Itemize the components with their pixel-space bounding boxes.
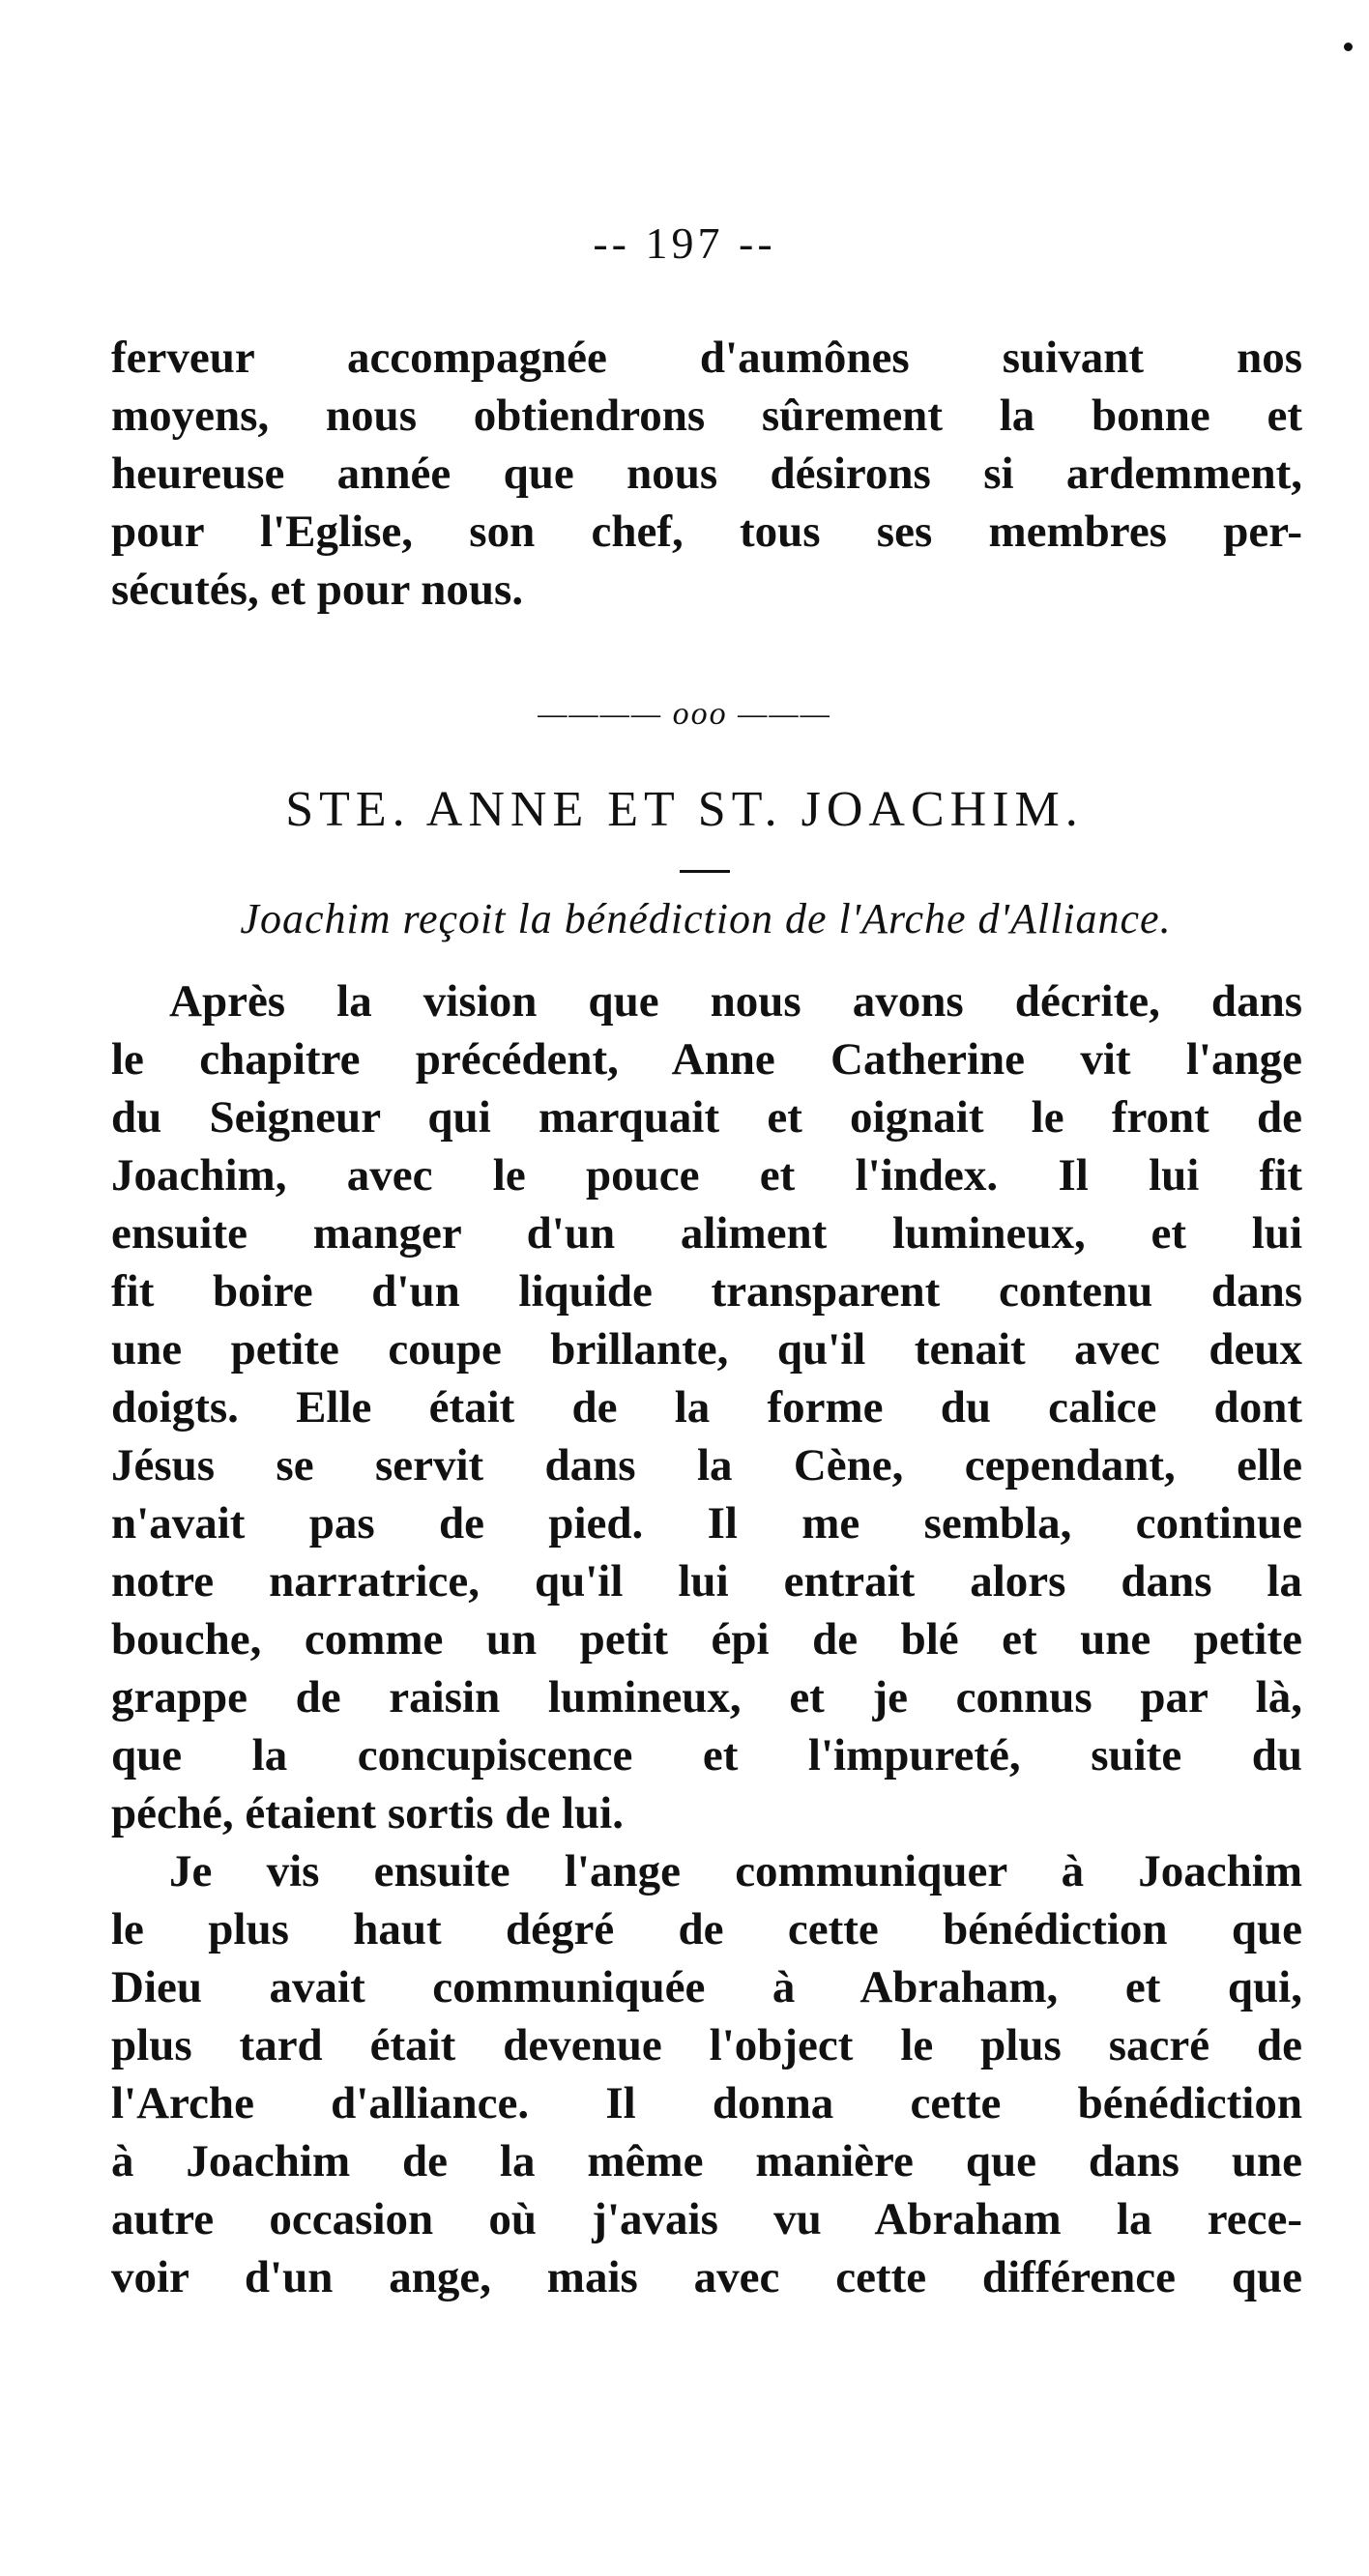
text-line: n'avait pas de pied. Il me sembla, continue — [111, 1498, 1302, 1548]
text-line: voir d'un ange, mais avec cette différence que — [111, 2252, 1302, 2302]
chapter-subtitle: Joachim reçoit la bénédiction de l'Arche d'Alliance. — [240, 895, 1172, 942]
ink-speck — [1344, 43, 1353, 51]
text-line: le chapitre précédent, Anne Catherine vit l'ange — [111, 1034, 1302, 1085]
text-line: notre narratrice, qu'il lui entrait alors dans la — [111, 1556, 1302, 1606]
text-line: le plus haut dégré de cette bénédiction que — [111, 1904, 1302, 1954]
text-line: fit boire d'un liquide transparent contenu dans — [111, 1266, 1302, 1317]
text-line: que la concupiscence et l'impureté, suite du — [111, 1730, 1302, 1780]
text-line: péché, étaient sortis de lui. — [111, 1788, 624, 1838]
intro-paragraph — [111, 329, 1302, 619]
text-line: une petite coupe brillante, qu'il tenait avec deux — [111, 1324, 1302, 1375]
text-line: doigts. Elle était de la forme du calice dont — [111, 1382, 1302, 1433]
text-line: l'Arche d'alliance. Il donna cette bénédiction — [111, 2078, 1302, 2128]
text-line: à Joachim de la même manière que dans une — [111, 2136, 1302, 2186]
text-line: Je vis ensuite l'ange communiquer à Joachim — [169, 1846, 1302, 1896]
body-text — [111, 972, 1302, 2306]
text-line: grappe de raisin lumineux, et je connus par là, — [111, 1672, 1302, 1722]
text-line: Après la vision que nous avons décrite, dans — [169, 976, 1302, 1027]
text-line: sécutés, et pour nous. — [111, 564, 524, 615]
text-line: pour l'Eglise, son chef, tous ses membres per- — [111, 507, 1302, 557]
text-line: autre occasion où j'avais vu Abraham la rece- — [111, 2194, 1302, 2244]
text-line: ensuite manger d'un aliment lumineux, et lui — [111, 1208, 1302, 1259]
text-line: Jésus se servit dans la Cène, cependant, elle — [111, 1440, 1302, 1491]
text-line: Dieu avait communiquée à Abraham, et qui, — [111, 1962, 1302, 2012]
text-line: Joachim, avec le pouce et l'index. Il lui fit — [111, 1150, 1302, 1201]
title-rule — [680, 870, 730, 873]
section-separator: ———— ooo ——— — [538, 696, 831, 732]
text-line: moyens, nous obtiendrons sûrement la bonne et — [111, 391, 1302, 441]
text-line: du Seigneur qui marquait et oignait le front de — [111, 1092, 1302, 1143]
text-line: heureuse année que nous désirons si ardemment, — [111, 449, 1302, 499]
text-line: bouche, comme un petit épi de blé et une petite — [111, 1614, 1302, 1664]
text-line: plus tard était devenue l'object le plus sacré de — [111, 2020, 1302, 2070]
page-number: -- 197 -- — [593, 218, 776, 268]
text-line: ferveur accompagnée d'aumônes suivant nos — [111, 333, 1302, 383]
chapter-title: STE. ANNE ET ST. JOACHIM. — [285, 782, 1084, 837]
